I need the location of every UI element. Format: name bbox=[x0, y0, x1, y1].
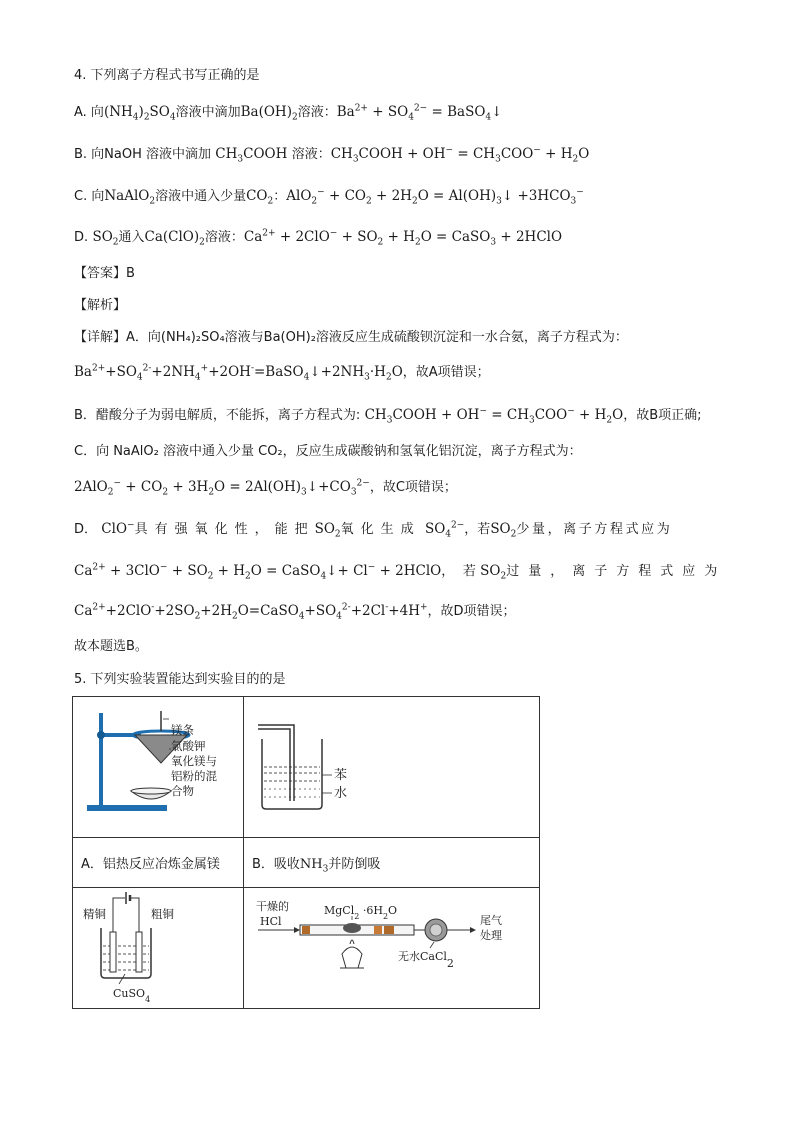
detail-a-line2: $Ba^{2+}+SO_4^{2-}+2NH_4^++2OH^-=BaSO_4↓+2NH_3\cdot H_2O$，故A项错误； bbox=[74, 363, 490, 383]
figure-a-cell bbox=[73, 697, 244, 838]
thermite-apparatus-figure bbox=[73, 697, 243, 833]
option-b: B. 向NaOH 溶液中滴加 $CH_3COOH$ 溶液：$CH_3COOH + OH^- = CH_3COO^- + H_2O$ bbox=[74, 145, 590, 165]
label-mgcl2: MgCl$_2$ $\cdot 6H_2O$ bbox=[324, 904, 398, 921]
detail-c-line2: $2AlO_2^- + CO_2 + 3H_2O$ = $2Al(OH)_3↓+CO_3^{2-}$，故C项错误； bbox=[74, 478, 457, 498]
label-cuso4: CuSO$_4$ bbox=[113, 987, 151, 1004]
alcohol-lamp bbox=[342, 947, 362, 968]
clamp-knob bbox=[97, 731, 105, 739]
label-anhydrous: 无水CaCl$_2$ bbox=[398, 950, 454, 970]
gas-inlet-tube bbox=[258, 725, 294, 801]
figure-c-cell bbox=[73, 888, 244, 1009]
question-4-title: 4. 下列离子方程式书写正确的是 bbox=[74, 68, 260, 83]
detail-c-line1: C．向 NaAlO₂ 溶液中通入少量 CO₂，反应生成碳酸钠和氢氧化铝沉淀，离子方程式为： bbox=[74, 444, 582, 459]
stand-base bbox=[87, 805, 167, 811]
label-benzene: 苯 bbox=[334, 768, 348, 783]
label-mgo-al-1: 氧化镁与 bbox=[171, 754, 217, 768]
option-c: C. 向NaAlO$_2$溶液中通入少量$CO_2$：$AlO_2^- + CO_2 + 2H_2O$ = $Al(OH)_3↓ +3HCO_3^-$ bbox=[74, 187, 584, 207]
label-mg-strip: 镁条 bbox=[171, 723, 194, 737]
beaker bbox=[262, 739, 322, 809]
detail-d-line2: $Ca^{2+} + 3ClO^- + SO_2 + H_2O$ = CaSO$_4$↓+ Cl− + 2HClO， 若 $SO_2$过量，离子方程式应为 bbox=[74, 562, 727, 582]
apparatus-table bbox=[72, 696, 540, 1009]
label-water: 水 bbox=[334, 786, 348, 801]
label-hcl: HCl bbox=[260, 915, 282, 928]
answer-tag: 【答案】 bbox=[74, 266, 127, 281]
figure-d-cell bbox=[244, 888, 540, 1009]
label-treatment: 处理 bbox=[480, 929, 502, 942]
label-crude-copper: 粗铜 bbox=[151, 907, 174, 921]
question-5-title: 5. 下列实验装置能达到实验目的的是 bbox=[74, 672, 286, 687]
label-mgo-al-3: 合物 bbox=[171, 784, 194, 798]
option-d: D. $SO_2$通入$Ca(ClO)_2$溶液：$Ca^{2+} + 2ClO^- + SO_2 + H_2O$ = CaSO$_3$ + 2HClO bbox=[74, 228, 563, 248]
figure-b-cell bbox=[244, 697, 540, 838]
copper-refining-figure bbox=[73, 888, 243, 1004]
answer-value: B bbox=[126, 266, 135, 281]
detail-b: B．醋酸分子为弱电解质，不能拆，离子方程式为: $CH_3COOH + OH^- = CH_3COO^- + H_2O$，故B项正确; bbox=[74, 406, 702, 426]
detail-a-line1: 【详解】A．向(NH₄)₂SO₄溶液与Ba(OH)₂溶液反应生成硫酸钡沉淀和一水合氨，离子方程式为： bbox=[74, 330, 628, 345]
conclusion: 故本题选B。 bbox=[74, 639, 148, 654]
label-kclo3: 氯酸钾 bbox=[171, 739, 206, 753]
sample bbox=[343, 923, 361, 933]
dehydration-apparatus-figure bbox=[244, 888, 539, 1004]
option-a: A. 向$(NH_4)_2SO_4$溶液中滴加$Ba(OH)_2$溶液：$Ba^{2+} + SO_4^{2-}$ = BaSO$_4$↓ bbox=[74, 103, 503, 123]
caption-a: A．铝热反应冶炼金属镁 bbox=[73, 838, 244, 888]
flame bbox=[350, 940, 354, 944]
detail-d-line1: D． ClO−具有强氧化性，能把$SO_2$氧化生成 $SO_4^{2-}$，若$SO_2$少量，离子方程式应为 bbox=[74, 520, 673, 540]
label-dry: 干燥的 bbox=[256, 900, 289, 913]
label-mgo-al-2: 铝粉的混 bbox=[171, 769, 217, 783]
detail-d-line3: $Ca^{2+}+2ClO^-+2SO_2+2H_2O=CaSO_4+SO_4^{2-}+2Cl^-+4H^+$，故D项错误； bbox=[74, 602, 516, 622]
ammonia-absorption-figure bbox=[244, 697, 539, 833]
pure-copper-electrode bbox=[110, 932, 116, 972]
label-tail-gas: 尾气 bbox=[480, 914, 502, 927]
crude-copper-electrode bbox=[136, 932, 142, 972]
stopper-left bbox=[302, 926, 310, 934]
label-pure-copper: 精铜 bbox=[83, 907, 106, 921]
stand-rod bbox=[99, 713, 103, 805]
caption-b: B．吸收$NH_3$并防倒吸 bbox=[244, 838, 540, 888]
answer-line bbox=[74, 264, 135, 284]
analysis-tag: 【解析】 bbox=[74, 298, 127, 313]
stopper-right bbox=[384, 926, 394, 934]
